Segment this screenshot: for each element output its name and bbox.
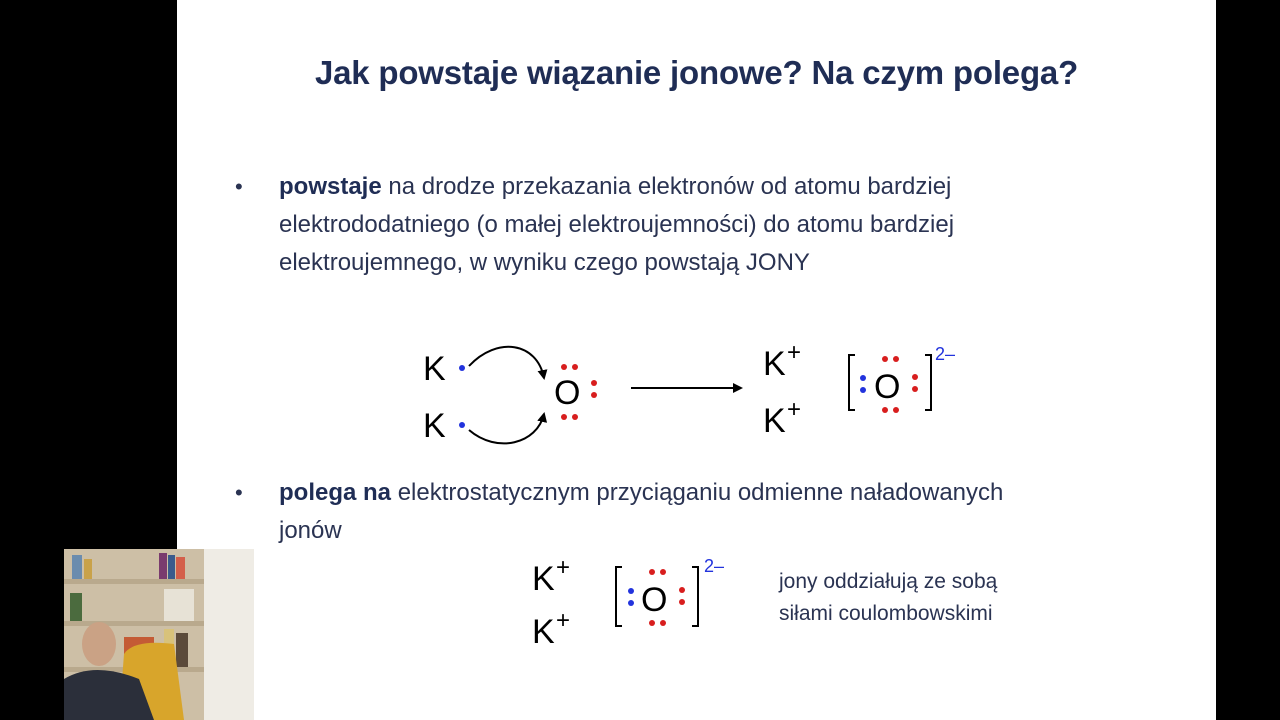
electron-dot bbox=[860, 387, 866, 393]
anion-charge: 2– bbox=[704, 556, 725, 576]
electron-dot bbox=[679, 599, 685, 605]
ion-cation-1: K bbox=[532, 560, 555, 598]
electron-dot bbox=[459, 365, 465, 371]
electron-dot bbox=[649, 569, 655, 575]
electron-dot bbox=[649, 620, 655, 626]
cation-charge: + bbox=[787, 396, 802, 423]
electron-transfer-arrow bbox=[469, 414, 544, 443]
electron-dot bbox=[572, 414, 578, 420]
electron-dot bbox=[660, 620, 666, 626]
bullet-keyword: polega na bbox=[279, 479, 392, 506]
bracket-left bbox=[616, 567, 622, 626]
reactant-nonmetal: O bbox=[554, 374, 581, 412]
bullet-formation bbox=[235, 168, 1135, 288]
cation-charge: + bbox=[787, 339, 802, 366]
electron-transfer-arrow bbox=[469, 347, 544, 378]
bracket-left bbox=[849, 355, 855, 410]
bracket-right bbox=[692, 567, 698, 626]
electron-dot bbox=[628, 600, 634, 606]
electron-dot bbox=[561, 414, 567, 420]
electron-dot bbox=[882, 356, 888, 362]
electron-dot bbox=[572, 364, 578, 370]
reactant-metal-1: K bbox=[423, 350, 446, 388]
slide bbox=[177, 0, 1216, 720]
electron-dot bbox=[679, 587, 685, 593]
electron-dot bbox=[882, 407, 888, 413]
presenter-webcam bbox=[64, 549, 254, 720]
electron-dot bbox=[591, 380, 597, 386]
bullet-line: jonów bbox=[279, 517, 342, 544]
electron-dot bbox=[912, 386, 918, 392]
reactant-metal-2: K bbox=[423, 407, 446, 445]
bullet-line: elektroujemnego, w wyniku czego powstają JONY bbox=[279, 249, 810, 276]
electron-dot bbox=[893, 356, 899, 362]
electron-dot bbox=[860, 375, 866, 381]
product-cation-1: K bbox=[763, 345, 786, 383]
bullet-line: elektrostatycznym przyciąganiu odmienne naładowanych bbox=[391, 479, 1004, 506]
coulomb-note bbox=[779, 566, 1079, 630]
electron-dot bbox=[591, 392, 597, 398]
electron-dot bbox=[459, 422, 465, 428]
bullet-line: elektrododatniego (o małej elektroujemności) do atomu bardziej bbox=[279, 211, 955, 238]
cation-charge: + bbox=[556, 607, 571, 634]
anion-charge: 2– bbox=[935, 344, 956, 364]
electron-dot bbox=[561, 364, 567, 370]
presenter-video-icon bbox=[64, 549, 254, 720]
electron-dot bbox=[912, 374, 918, 380]
electron-dot bbox=[660, 569, 666, 575]
product-cation-2: K bbox=[763, 402, 786, 440]
note-line: siłami coulombowskimi bbox=[779, 602, 993, 625]
bullet-line: na drodze przekazania elektronów od atomu bardziej bbox=[381, 173, 952, 200]
bullet-dot-icon: • bbox=[235, 480, 243, 505]
electron-dot bbox=[628, 588, 634, 594]
product-anion: O bbox=[874, 368, 901, 406]
bullet-dot-icon: • bbox=[235, 174, 243, 199]
electron-dot bbox=[893, 407, 899, 413]
note-line: jony oddziałują ze sobą bbox=[779, 570, 998, 593]
bullet-keyword: powstaje bbox=[279, 173, 382, 200]
bullet-mechanism bbox=[235, 474, 1135, 554]
reaction-diagram bbox=[397, 330, 997, 450]
cation-charge: + bbox=[556, 554, 571, 581]
bracket-right bbox=[925, 355, 931, 410]
ion-cation-2: K bbox=[532, 613, 555, 651]
slide-title: Jak powstaje wiązanie jonowe? Na czym polega? bbox=[314, 54, 1079, 91]
ion-anion: O bbox=[641, 581, 668, 619]
